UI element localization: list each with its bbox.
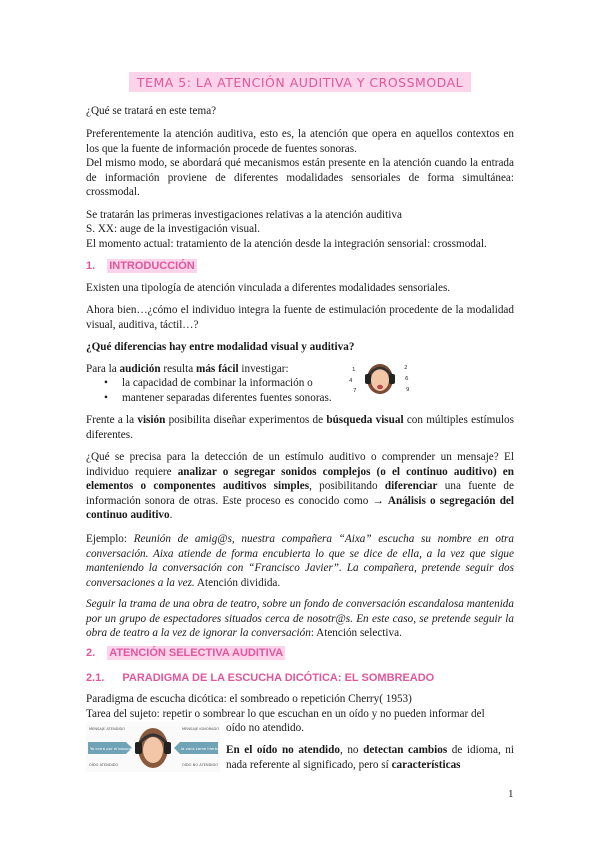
left-earcup (365, 374, 371, 384)
last-bold2: detectan cambios (363, 744, 448, 756)
diagram-left-top: MENSAJE ATENDIDO (89, 727, 126, 731)
vision-bold1: visión (137, 414, 166, 426)
ejemplo-paragraph (86, 532, 514, 590)
diagram-right-bot: OÍDO NO ATENDIDO (182, 763, 219, 767)
diagram-right-earcup (164, 742, 171, 754)
section2-1-title: PARADIGMA DE LA ESCUCHA DICÓTICA: EL SOMBREADO (122, 672, 435, 684)
headphones-girl-image (344, 358, 416, 398)
section1-p2: Ahora bien…¿cómo el individuo integra la fuente de estimulación procedente de la modalidad visual, auditiva, táctil…? (86, 304, 514, 331)
vision-bold2: búsqueda visual (326, 414, 404, 426)
last-bold3: características (391, 758, 461, 771)
right-earcup (389, 374, 395, 384)
teatro-tail: : Atención selectiva. (310, 627, 402, 640)
intro-p3c: El momento actual: tratamiento de la atención desde la integración sensorial: crossmodal. (86, 238, 487, 250)
audicion-paragraph (86, 362, 386, 377)
page-title: TEMA 5: LA ATENCIÓN AUDITIVA Y CROSSMODAL (129, 72, 471, 92)
section2-p2: Tarea del sujeto: repetir o sombrear lo que escuchan en un oído y no pueden informar del (86, 708, 485, 720)
section2-number: 2. (86, 647, 96, 659)
section1-title: INTRODUCCIÓN (109, 260, 195, 272)
section2-p2b: oído no atendido. (226, 722, 304, 734)
ejemplo-italic: Reunión de amig@s, nuestra compañera “Aixa” escucha su nombre en otra conversación. Aixa atiende de forma encubierta lo que se dice de ella, a la vez que sigue manteniendo la conversación con “Francisco Javier”. La compañera, pretende seguir dos conversaciones a la vez. (86, 533, 515, 589)
title-wrap (0, 72, 600, 92)
img-number: 4 (349, 378, 353, 384)
teatro-paragraph (86, 597, 514, 641)
vision-pre: Frente a la (86, 414, 138, 426)
img-number: 1 (352, 367, 356, 373)
page-number: 1 (508, 788, 514, 800)
teatro-italic: Seguir la trama de una obra de teatro, sobre un fondo de conversación escandalosa mantenida por un grupo de espectadores situados cerca de nosotr@s. En este caso, se pretende seguir la obra de teatro a la vez de ignorar la conversación (86, 598, 514, 640)
ejemplo-label: Ejemplo: (86, 533, 134, 545)
ejemplo-tail: Atención dividida. (194, 576, 281, 589)
intro-p2: Del mismo modo, se abordará qué mecanismos están presente en la atención cuando la entrada de información proviene de diferentes modalidades sensoriales de forma simultánea: crossmodal. (86, 157, 514, 199)
diagram-right-mid: la vaca come hierba (181, 746, 220, 751)
img-number: 9 (406, 387, 410, 393)
audicion-bold2: más fácil (196, 363, 239, 375)
dichotic-diagram-svg (86, 722, 220, 772)
bullet-item: • la capacidad de combinar la información o (100, 376, 332, 391)
section2-heading (86, 647, 285, 659)
diagram-left-bot: OÍDO ATENDIDO (89, 763, 119, 767)
img-number: 6 (405, 376, 409, 382)
vision-mid: posibilita diseñar experimentos de (165, 414, 327, 426)
last-t2: de idioma, ni nada referente al significado, pero sí (226, 744, 515, 771)
audicion-mid: resulta (160, 363, 197, 375)
section2-1-number: 2.1. (86, 672, 105, 684)
audicion-post: investigar: (238, 363, 289, 375)
vision-paragraph (86, 413, 514, 442)
segregar-t4: . (169, 509, 173, 522)
audicion-bullet-list (100, 376, 332, 405)
segregar-bold3: Análisis o segregación del continuo auditivo (86, 494, 515, 522)
segregar-t2: , posibilitando (309, 480, 385, 493)
mouth-shape (377, 385, 383, 389)
headphones-girl-svg (344, 358, 416, 398)
diagram-right-top: MENSAJE IGNORADO (182, 727, 220, 731)
intro-p3a: Se tratarán las primeras investigaciones relativas a la atención auditiva (86, 209, 402, 221)
last-t1: , no (339, 744, 364, 756)
intro-p1: Preferentemente la atención auditiva, esto es, la atención que opera en aquellos contextos en los que la fuente de información procede de fuentes sonoras. (86, 128, 514, 155)
segregar-paragraph (86, 450, 514, 523)
bullet-item: • mantener separadas diferentes fuentes sonoras. (100, 391, 332, 406)
intro-p3b: S. XX: auge de la investigación visual. (86, 223, 260, 235)
diagram-left-mid: Yo corro por el bosque (90, 746, 133, 751)
segregar-bold1: analizar o segregar sonidos complejos (o el continuo auditivo) en elementos o componentes auditivos simples (86, 465, 514, 493)
arrow-icon: → (372, 494, 384, 507)
diagram-left-earcup (135, 742, 142, 754)
section2-1-heading (86, 672, 434, 684)
segregar-t3: una fuente de información sonora de otras. Este proceso es conocido como (86, 480, 514, 507)
section1-heading (86, 260, 197, 272)
audicion-pre: Para la (86, 363, 120, 375)
audicion-bold1: audición (119, 363, 161, 375)
section2-last-paragraph (226, 743, 514, 772)
last-bold1: En el oído no atendido (226, 744, 340, 756)
img-number: 2 (404, 365, 408, 371)
segregar-bold2: diferenciar (384, 480, 438, 493)
section1-p1: Existen una tipología de atención vinculada a diferentes modalidades sensoriales. (86, 282, 451, 294)
section2-title: ATENCIÓN SELECTIVA AUDITIVA (109, 647, 284, 659)
diagram-face (143, 737, 163, 763)
vision-post: con múltiples estímulos diferentes. (86, 414, 515, 441)
section1-subquestion: ¿Qué diferencias hay entre modalidad visual y auditiva? (86, 341, 355, 353)
intro-question: ¿Qué se tratará en este tema? (86, 105, 217, 117)
section1-number: 1. (86, 260, 96, 272)
img-number: 7 (353, 388, 357, 394)
section2-p1: Paradigma de escucha dicótica: el sombreado o repetición Cherry( 1953) (86, 693, 412, 705)
segregar-t1: ¿Qué se precisa para la detección de un estímulo auditivo o comprender un mensaje? El individuo requiere (86, 451, 514, 478)
dichotic-diagram-image (86, 722, 220, 772)
